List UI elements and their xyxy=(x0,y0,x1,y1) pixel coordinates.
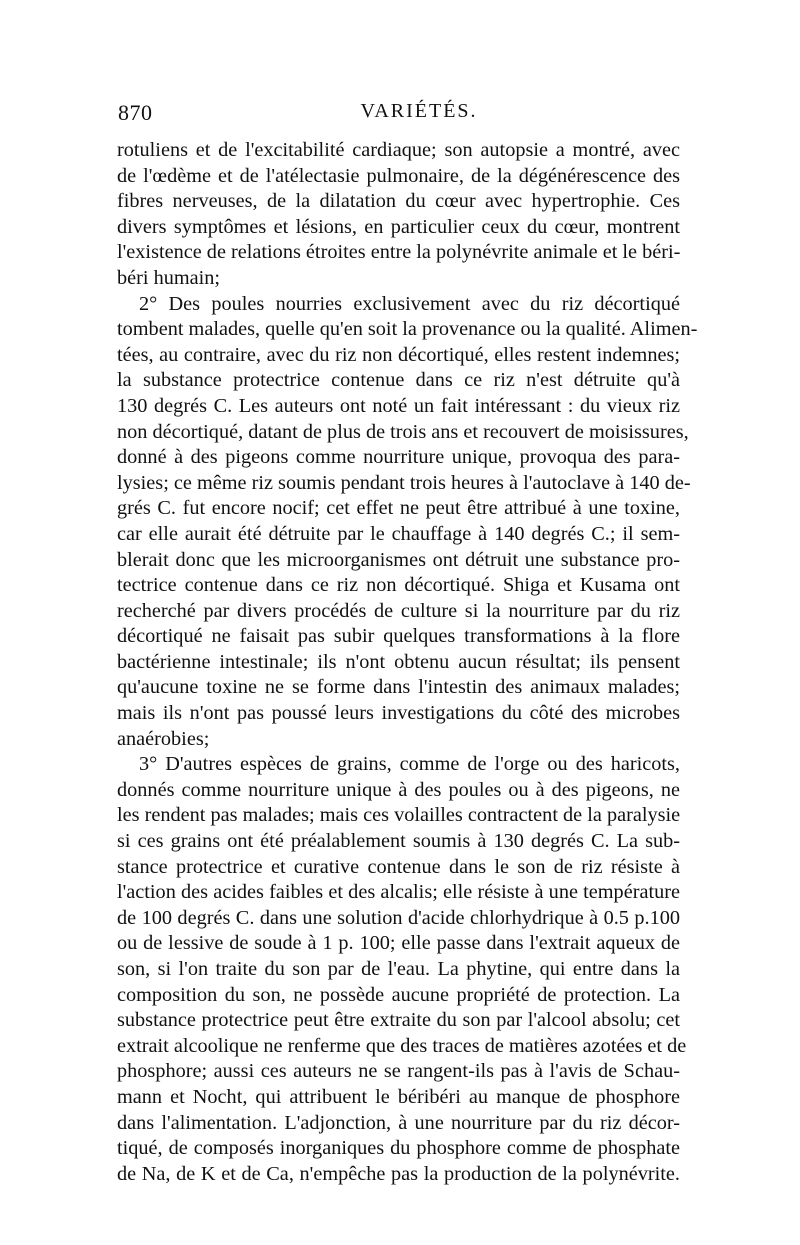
page-number: 870 xyxy=(118,100,153,125)
text-line: de Na, de K et de Ca, n'empêche pas la production de la polynévrite. xyxy=(117,1162,680,1185)
text-line: dans l'alimentation. L'adjonction, à une nourriture par du riz décor- xyxy=(117,1111,680,1134)
text-line: tectrice contenue dans ce riz non décortiqué. Shiga et Kusama ont xyxy=(117,574,680,597)
text-line: de l'œdème et de l'atélectasie pulmonaire, de la dégénérescence des xyxy=(117,164,680,187)
text-line: la substance protectrice contenue dans ce riz n'est détruite qu'à xyxy=(117,369,680,392)
text-line: l'existence de relations étroites entre la polynévrite animale et le béri- xyxy=(117,241,681,264)
text-line: composition du son, ne possède aucune propriété de protection. La xyxy=(117,983,680,1006)
text-line: donnés comme nourriture unique à des poules ou à des pigeons, ne xyxy=(117,778,680,801)
text-line: tiqué, de composés inorganiques du phosphore comme de phosphate xyxy=(117,1137,680,1160)
text-line: divers symptômes et lésions, en particulier ceux du cœur, montrent xyxy=(117,215,680,238)
text-line: anaérobies; xyxy=(117,727,210,750)
text-line: stance protectrice et curative contenue dans le son de riz résiste à xyxy=(117,855,680,878)
running-title: VARIÉTÉS. xyxy=(360,100,478,122)
text-line: mais ils n'ont pas poussé leurs investigations du côté des microbes xyxy=(117,702,680,725)
text-line: car elle aurait été détruite par le chauffage à 140 degrés C.; il sem- xyxy=(117,522,680,545)
text-line: rotuliens et de l'excitabilité cardiaque; son autopsie a montré, avec xyxy=(117,139,680,161)
text-line: si ces grains ont été préalablement soumis à 130 degrés C. La sub- xyxy=(117,830,680,853)
text-line: l'action des acides faibles et des alcalis; elle résiste à une température xyxy=(117,881,680,904)
text-line: extrait alcoolique ne renferme que des traces de matières azotées et de xyxy=(117,1034,687,1057)
text-line: tées, au contraire, avec du riz non décortiqué, elles restent indemnes; xyxy=(117,343,680,366)
text-line: recherché par divers procédés de culture si la nourriture par du riz xyxy=(117,599,680,622)
text-line: décortiqué ne faisait pas subir quelques transformations à la flore xyxy=(117,625,680,648)
text-line: non décortiqué, datant de plus de trois ans et recouvert de moisissures, xyxy=(117,420,689,443)
text-line: 130 degrés C. Les auteurs ont noté un fait intéressant : du vieux riz xyxy=(117,394,680,417)
text-line: substance protectrice peut être extraite du son par l'alcool absolu; cet xyxy=(117,1009,680,1032)
text-line: fibres nerveuses, de la dilatation du cœur avec hypertrophie. Ces xyxy=(117,190,680,213)
text-line: blerait donc que les microorganismes ont détruit une substance pro- xyxy=(117,548,680,571)
text-line: tombent malades, quelle qu'en soit la provenance ou la qualité. Alimen- xyxy=(117,318,698,341)
text-line: son, si l'on traite du son par de l'eau. La phytine, qui entre dans la xyxy=(117,958,680,980)
text-line: les rendent pas malades; mais ces volailles contractent de la paralysie xyxy=(117,804,681,827)
text-line: donné à des pigeons comme nourriture unique, provoqua des para- xyxy=(117,446,680,469)
text-line: de 100 degrés C. dans une solution d'acide chlorhydrique à 0.5 p.100 xyxy=(117,906,680,929)
text-line: béri humain; xyxy=(117,266,221,289)
text-line: phosphore; aussi ces auteurs ne se rangent-ils pas à l'avis de Schau- xyxy=(117,1060,680,1083)
body-text xyxy=(117,138,698,1187)
page-header xyxy=(118,100,680,130)
text-line: 2° Des poules nourries exclusivement avec du riz décortiqué xyxy=(139,292,680,315)
text-line: qu'aucune toxine ne se forme dans l'intestin des animaux malades; xyxy=(117,676,680,699)
text-line: lysies; ce même riz soumis pendant trois heures à l'autoclave à 140 de- xyxy=(117,471,691,494)
text-line: bactérienne intestinale; ils n'ont obtenu aucun résultat; ils pensent xyxy=(117,650,680,673)
text-line: mann et Nocht, qui attribuent le béribéri au manque de phosphore xyxy=(117,1085,680,1108)
text-line: 3° D'autres espèces de grains, comme de l'orge ou des haricots, xyxy=(139,753,680,776)
text-line: ou de lessive de soude à 1 p. 100; elle passe dans l'extrait aqueux de xyxy=(117,932,680,955)
text-line: grés C. fut encore nocif; cet effet ne peut être attribué à une toxine, xyxy=(117,497,680,520)
